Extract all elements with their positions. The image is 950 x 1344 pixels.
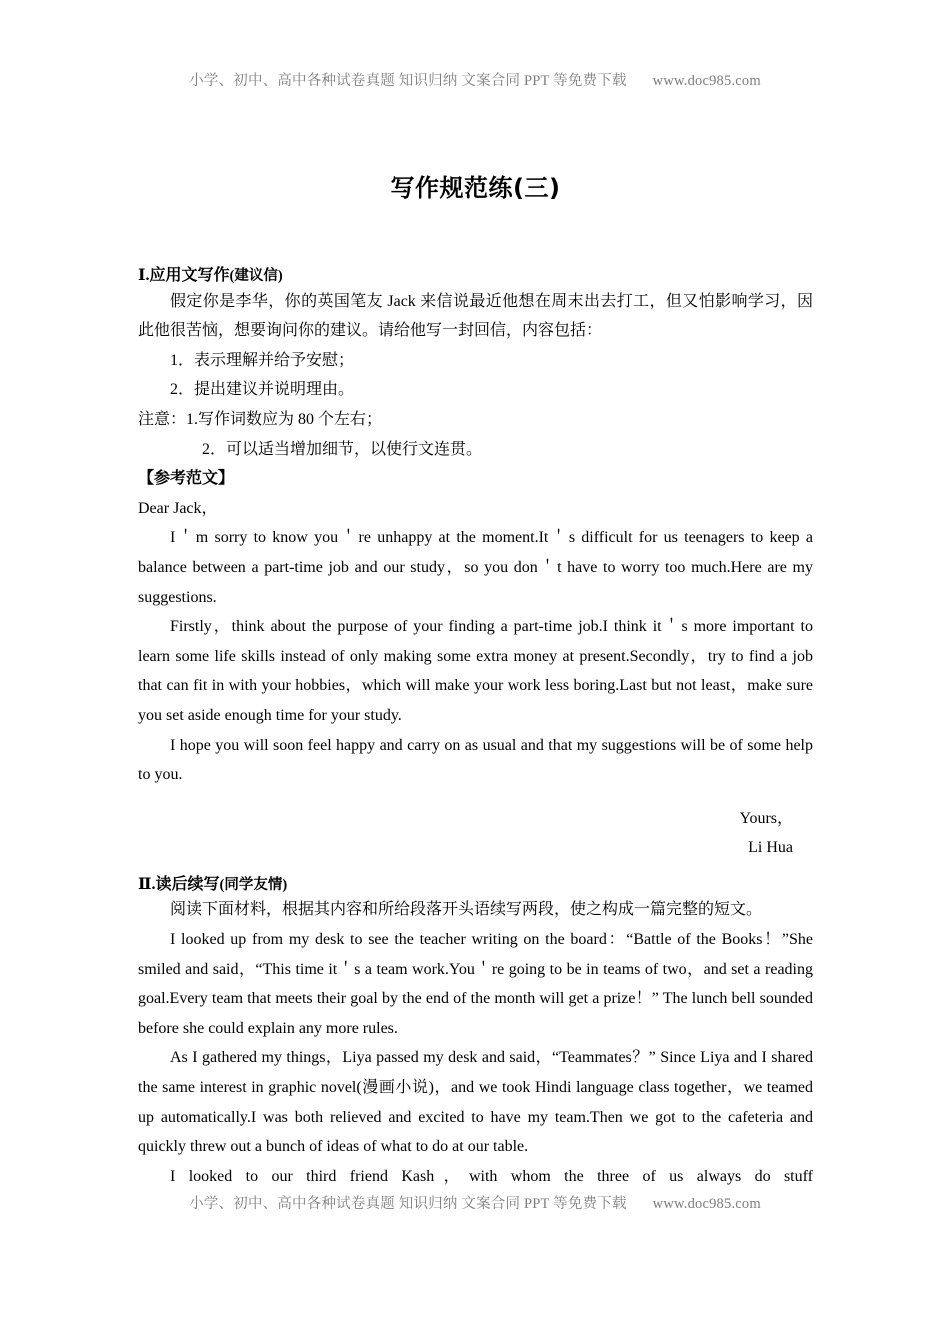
note-line-1: 注意：1.写作词数应为 80 个左右； xyxy=(138,410,383,428)
model-essay-label: 【参考范文】 xyxy=(138,470,235,488)
passage-paragraph: I looked up from my desk to see the teacher writing on the board：“Battle of the Books！”She smiled and said，“This time it＇s a team work.You＇re going to be in teams of two，and set a reading goal.Every team that meets their goal by the end of the month will get a prize！” The lunch bell sounded before she could explain any more rules. xyxy=(138,931,814,1037)
footer-watermark-url: www.doc985.com xyxy=(652,1196,761,1212)
section-heading-1-sub: (建议信) xyxy=(229,268,283,284)
letter-paragraph: I hope you will soon feel happy and carry on as usual and that my suggestions will be of some help to you. xyxy=(138,736,813,784)
header-watermark-text: 小学、初中、高中各种试卷真题 知识归纳 文案合同 PPT 等免费下载 xyxy=(189,73,627,89)
section-heading-1-main: Ⅰ.应用文写作 xyxy=(138,267,230,284)
requirement-item: 1．表示理解并给予安慰； xyxy=(170,351,355,369)
signature-spacer xyxy=(138,790,813,804)
section-heading-1 xyxy=(138,265,813,287)
footer-watermark-text: 小学、初中、高中各种试卷真题 知识归纳 文案合同 PPT 等免费下载 xyxy=(189,1196,627,1212)
section-heading-2-sub: (同学友情) xyxy=(219,876,288,893)
section-heading-2-main: Ⅱ.读后续写 xyxy=(138,875,220,893)
letter-salutation: Dear Jack， xyxy=(138,499,218,517)
letter-paragraph: I＇m sorry to know you＇re unhappy at the moment.It＇s difficult for us teenagers to keep a balance between a part-time job and our study，so you don＇t have to worry too much.Here are my suggestions. xyxy=(138,529,813,606)
page-title: 写作规范练(三) xyxy=(390,174,561,202)
section-2-prompt: 阅读下面材料，根据其内容和所给段落开头语续写两段，使之构成一篇完整的短文。 xyxy=(170,901,763,919)
requirement-item: 2．提出建议并说明理由。 xyxy=(170,381,355,399)
section-1-prompt: 假定你是李华，你的英国笔友 Jack 来信说最近他想在周末出去打工，但又怕影响学习，因此他很苦恼，想要询问你的建议。请给他写一封回信，内容包括： xyxy=(138,292,813,340)
letter-paragraph: Firstly，think about the purpose of your finding a part-time job.I think it＇s more important to learn some life skills instead of only making some extra money at present.Secondly，try to find a job that can fit in with your hobbies，which will make your work less boring.Last but not least，make sure you set aside enough time for your study. xyxy=(138,618,813,724)
footer-watermark xyxy=(0,1192,950,1213)
passage-paragraph-truncated: I looked to our third friend Kash，with whom the three of us always do stuff xyxy=(170,1167,813,1185)
note-line-2: 2．可以适当增加细节，以使行文连贯。 xyxy=(202,440,483,458)
letter-signature: Li Hua xyxy=(748,839,793,857)
section-heading-2 xyxy=(138,874,813,896)
header-watermark-url: www.doc985.com xyxy=(652,73,761,89)
passage-paragraph: As I gathered my things，Liya passed my desk and said，“Teammates？” Since Liya and I shared the same interest in graphic novel(漫画小说)，and we took Hindi language class together，we teamed up automatically.I was both relieved and excited to have my team.Then we got to the cafeteria and quickly threw out a bunch of ideas of what to do at our table. xyxy=(138,1049,813,1156)
document-content xyxy=(138,0,813,1191)
letter-closing: Yours， xyxy=(739,809,793,827)
